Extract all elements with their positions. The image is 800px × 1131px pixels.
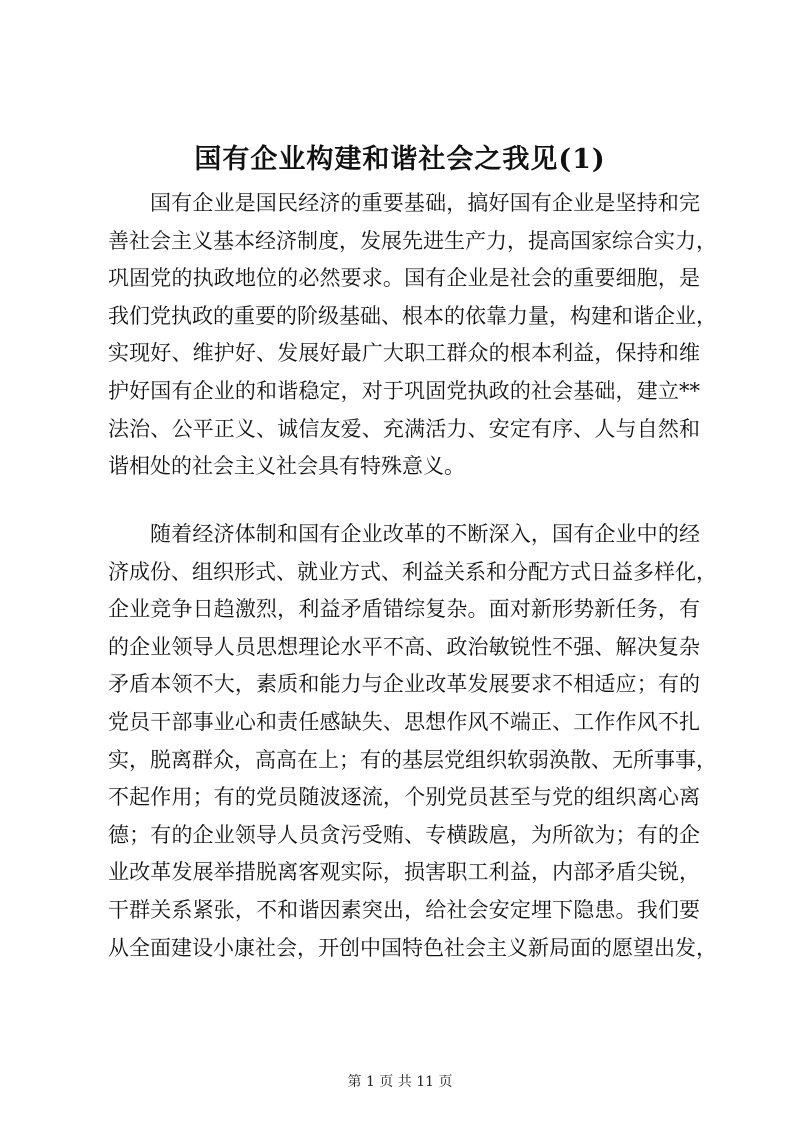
paragraph-line: 护好国有企业的和谐稳定，对于巩固党执政的社会基础，建立** bbox=[108, 378, 700, 403]
paragraph-1 bbox=[108, 185, 717, 486]
page-footer bbox=[0, 1072, 800, 1092]
paragraph-line: 实现好、维护好、发展好最广大职工群众的根本利益，保持和维 bbox=[108, 341, 700, 366]
paragraph-line: 矛盾本领不大，素质和能力与企业改革发展要求不相适应；有的 bbox=[108, 672, 700, 697]
paragraph-line: 党员干部事业心和责任感缺失、思想作风不端正、工作作风不扎 bbox=[108, 709, 700, 734]
paragraph-line: 实，脱离群众，高高在上；有的基层党组织软弱涣散、无所事事， bbox=[108, 747, 717, 772]
paragraph-line: 巩固党的执政地位的必然要求。国有企业是社会的重要细胞，是 bbox=[108, 266, 700, 291]
paragraph-line: 从全面建设小康社会，开创中国特色社会主义新局面的愿望出发， bbox=[108, 935, 717, 960]
page-indicator: 第 1 页 共 11 页 bbox=[347, 1074, 453, 1090]
paragraph-line: 随着经济体制和国有企业改革的不断深入，国有企业中的经 bbox=[150, 522, 700, 546]
paragraph-line: 干群关系紧张，不和谐因素突出，给社会安定埋下隐患。我们要 bbox=[108, 897, 700, 922]
document-title: 国有企业构建和谐社会之我见(1) bbox=[194, 144, 606, 175]
paragraph-line: 企业竞争日趋激烈，利益矛盾错综复杂。面对新形势新任务，有 bbox=[108, 597, 700, 622]
paragraph-2 bbox=[108, 516, 717, 967]
paragraph-line: 的企业领导人员思想理论水平不高、政治敏锐性不强、解决复杂 bbox=[108, 634, 700, 659]
paragraph-line: 法治、公平正义、诚信友爱、充满活力、安定有序、人与自然和 bbox=[108, 416, 700, 441]
paragraph-line: 我们党执政的重要的阶级基础、根本的依靠力量，构建和谐企业， bbox=[108, 303, 717, 328]
paragraph-line: 济成份、组织形式、就业方式、利益关系和分配方式日益多样化， bbox=[108, 559, 717, 584]
paragraph-line: 国有企业是国民经济的重要基础，搞好国有企业是坚持和完 bbox=[150, 191, 700, 215]
paragraph-line: 善社会主义基本经济制度，发展先进生产力，提高国家综合实力， bbox=[108, 228, 717, 253]
paragraph-line: 谐相处的社会主义社会具有特殊意义。 bbox=[108, 454, 465, 479]
paragraph-line: 不起作用；有的党员随波逐流，个别党员甚至与党的组织离心离 bbox=[108, 785, 700, 810]
paragraph-line: 业改革发展举措脱离客观实际，损害职工利益，内部矛盾尖锐， bbox=[108, 860, 700, 885]
paragraph-line: 德；有的企业领导人员贪污受贿、专横跋扈，为所欲为；有的企 bbox=[108, 822, 700, 847]
